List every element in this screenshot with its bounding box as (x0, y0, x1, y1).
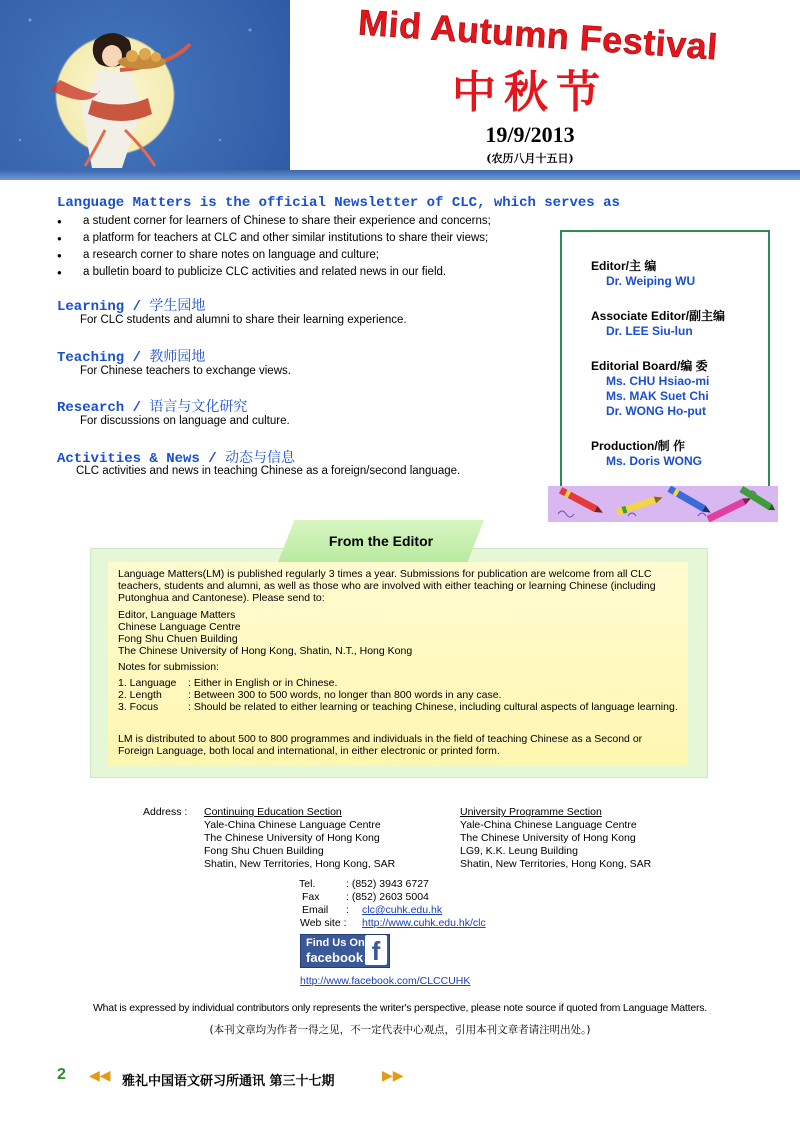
facebook-wordmark: facebook (306, 950, 364, 965)
editorial-board-role: Editorial Board/编 委 (591, 359, 708, 373)
address-line: Yale-China Chinese Language Centre (204, 819, 381, 831)
address-line: The Chinese University of Hong Kong (204, 832, 380, 844)
section-heading-cn: 学生园地 (149, 298, 206, 314)
editorial-box (560, 230, 770, 494)
fax-label: Fax (302, 891, 320, 903)
section-heading-activities (57, 447, 295, 467)
address-label: Address : (143, 806, 188, 818)
associate-editor-role: Associate Editor/副主编 (591, 309, 726, 323)
address-line: Yale-China Chinese Language Centre (460, 819, 637, 831)
address-left-title: Continuing Education Section (204, 806, 342, 818)
board-member-name: Ms. CHU Hsiao-mi (606, 374, 710, 388)
send-to-line: Editor, Language Matters (118, 609, 236, 621)
section-desc-activities: CLC activities and news in teaching Chinese as a foreign/second language. (76, 465, 461, 477)
header-illustration (0, 0, 290, 170)
editor-name: Dr. Weiping WU (606, 274, 696, 288)
production-role: Production/制 作 (591, 439, 685, 453)
list-item: ● a student corner for learners of Chinese to share their experience and concerns; (57, 213, 491, 230)
crayons-icon (548, 486, 778, 522)
note-label: 2. Length (118, 689, 162, 701)
send-to-line: Chinese Language Centre (118, 621, 241, 633)
website-link[interactable]: http://www.cuhk.edu.hk/clc (362, 917, 486, 929)
section-heading-cn: 教师园地 (149, 349, 206, 365)
page-number: 2 (57, 1066, 66, 1083)
list-item: ● a bulletin board to publicize CLC activities and related news in our field. (57, 264, 491, 281)
intro-bullet-list (57, 213, 491, 281)
disclaimer-english: What is expressed by individual contributors only represents the writer's perspective, please note source if quoted from Language Matters. (92, 1002, 708, 1014)
associate-editor-name: Dr. LEE Siu-lun (606, 324, 693, 338)
board-member-name: Ms. MAK Suet Chi (606, 389, 709, 403)
board-member-name: Dr. WONG Ho-put (606, 404, 706, 418)
section-heading-en: Learning / (57, 299, 150, 315)
tel-label: Tel. (299, 878, 316, 890)
facebook-icon: f (365, 935, 387, 965)
address-right-title: University Programme Section (460, 806, 602, 818)
moon-goddess-illustration (0, 0, 290, 170)
festival-title: Mid Autumn Festival (356, 1, 720, 68)
section-desc-teaching: For Chinese teachers to exchange views. (80, 365, 291, 377)
note-text: : Between 300 to 500 words, no longer than 800 words in any case. (188, 689, 502, 701)
editor-role: Editor/主 编 (591, 259, 657, 273)
web-label: Web site : (300, 917, 347, 929)
address-line: Fong Shu Chuen Building (204, 845, 324, 857)
email-label: Email (302, 904, 329, 916)
intro-heading: Language Matters is the official Newsletter of CLC, which serves as (57, 195, 620, 211)
note-label: 1. Language (118, 677, 177, 689)
section-heading-research (57, 396, 247, 416)
tel-value: : (852) 3943 6727 (346, 878, 429, 890)
crayon-decoration (548, 486, 778, 522)
section-heading-teaching (57, 346, 205, 366)
festival-date: 19/9/2013 (485, 122, 575, 147)
footer-publication-title: 雅礼中国语文研习所通讯 第三十七期 (122, 1074, 335, 1089)
facebook-link[interactable]: http://www.facebook.com/CLCCUHK (300, 975, 471, 987)
email-link[interactable]: clc@cuhk.edu.hk (362, 904, 443, 916)
address-line: Shatin, New Territories, Hong Kong, SAR (460, 858, 652, 870)
address-line: Shatin, New Territories, Hong Kong, SAR (204, 858, 396, 870)
send-to-line: Fong Shu Chuen Building (118, 633, 238, 645)
address-line: LG9, K.K. Leung Building (460, 845, 578, 857)
distribution-note: LM is distributed to about 500 to 800 programmes and individuals in the field of teaching Chinese as a Second or Foreign Language, both local and international, in either electronic or printed form. (118, 733, 643, 757)
facebook-badge[interactable] (300, 934, 390, 968)
disclaimer-chinese: (本刊文章均为作者一得之见，不一定代表中心观点，引用本刊文章者请注明出处。) (209, 1024, 591, 1036)
address-line: The Chinese University of Hong Kong (460, 832, 636, 844)
note-text: : Either in English or in Chinese. (188, 677, 338, 689)
list-item: ● a research corner to share notes on language and culture; (57, 247, 491, 264)
section-heading-en: Activities & News / (57, 451, 226, 467)
from-editor-heading: From the Editor (328, 533, 434, 549)
notes-label: Notes for submission: (118, 661, 219, 673)
facebook-find-us: Find Us On (306, 937, 365, 949)
festival-title-chinese: 中秋节 (452, 67, 608, 118)
section-desc-research: For discussions on language and culture. (80, 415, 290, 427)
header-divider (0, 170, 800, 180)
send-to-line: The Chinese University of Hong Kong, Shatin, N.T., Hong Kong (118, 645, 413, 657)
note-label: 3. Focus (118, 701, 159, 713)
fax-value: : (852) 2603 5004 (346, 891, 429, 903)
section-heading-en: Research / (57, 400, 150, 416)
section-desc-learning: For CLC students and alumni to share their learning experience. (80, 314, 407, 326)
submission-intro: Language Matters(LM) is published regularly 3 times a year. Submissions for publication are welcome from all CLC teachers, students and alumni, as well as those who are involved with either teaching or learning Chinese (including Putonghua and Cantonese). Please send to: (118, 568, 656, 604)
note-text: : Should be related to either learning or teaching Chinese, including cultural aspects of language learning. (188, 701, 678, 713)
production-name: Ms. Doris WONG (606, 454, 703, 468)
rewind-arrows-icon: ◀◀ (89, 1067, 111, 1083)
section-heading-cn: 语言与文化研究 (149, 399, 248, 415)
list-item: ● a platform for teachers at CLC and other similar institutions to share their views; (57, 230, 491, 247)
section-heading-en: Teaching / (57, 350, 150, 366)
section-heading-learning (57, 295, 205, 315)
email-separator: : (346, 904, 349, 916)
section-heading-cn: 动态与信息 (225, 450, 296, 466)
forward-arrows-icon: ▶▶ (382, 1067, 404, 1083)
lunar-date: (农历八月十五日) (486, 152, 574, 165)
